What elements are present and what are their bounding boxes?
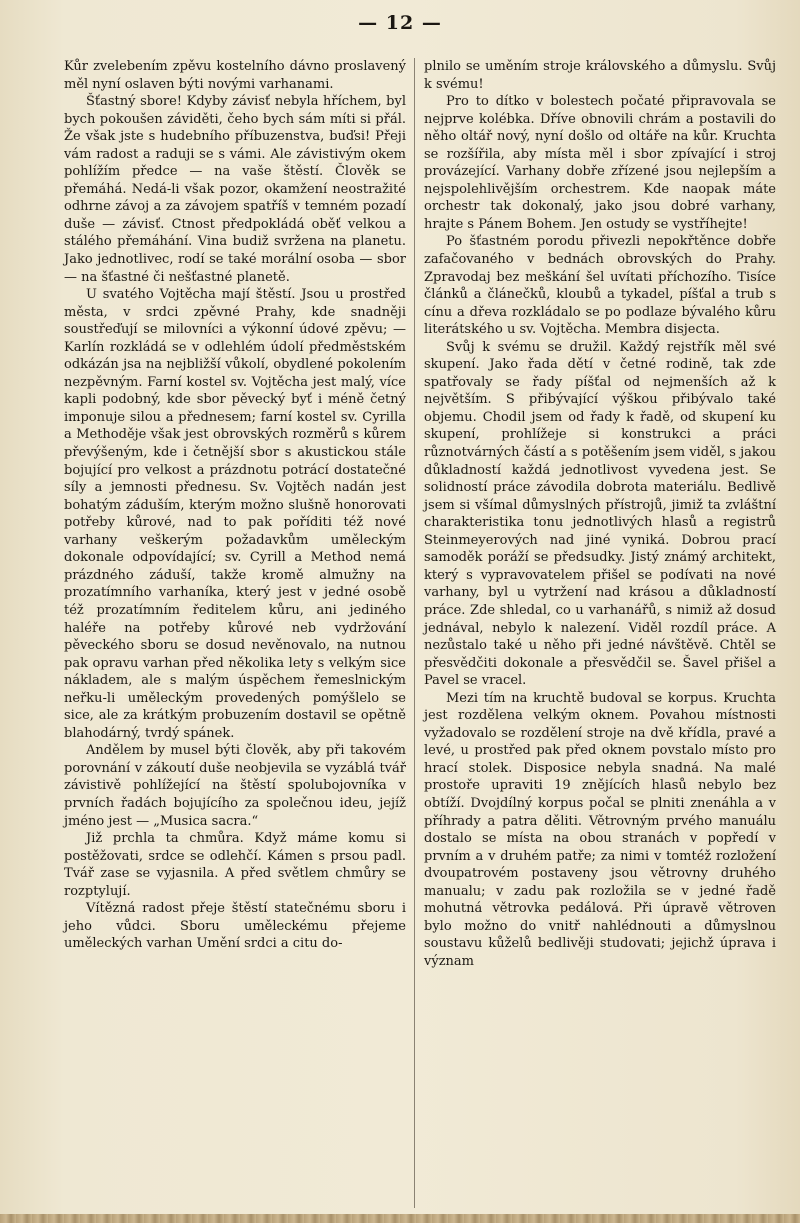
right-text-column [424,58,776,970]
paragraph: Již prchla ta chmůra. Když máme komu si postěžovati, srdce se odlehčí. Kámen s prsou padl. Tvář zase se vyjasnila. A před světlem chmůry se rozptylují. [64,831,406,899]
page-bottom-edge [0,1214,800,1223]
paragraph: Svůj k svému se družil. Každý rejstřík měl své skupení. Jako řada dětí v četné rodině, tak zde spatřovaly se řady píšťal od nejmenších až k největším. S přibývající výškou přibývalo také objemu. Chodil jsem od řady k řadě, od skupení ku skupení, prohlížeje si konstrukci a práci různotvárných částí a s potěšením jsem viděl, s jakou důkladností každá jednotlivost vyvedena jest. Se solidností práce závodila dobrota materiálu. Bedlivě jsem si všímal důmyslných přístrojů, jimiž ta zvláštní charakteristika tonu jednotlivých hlasů a registrů Steinmeyerových nad jiné vyniká. Dobrou prací samoděk poráží se předsudky. Jistý známý architekt, který s vypravovatelem přišel se podívati na nové varhany, byl u vytržení nad krásou a důkladností práce. Zde shledal, co u varhanářů, s nimiž až dosud jednával, nebylo k nalezení. Viděl rozdíl práce. A nezůstalo také u něho při jedné návštěvě. Chtěl se přesvědčiti dokonale a přesvědčil se. Šavel přišel a Pavel se vracel. [424,339,776,689]
paragraph: plnilo se uměním stroje královského a důmyslu. Svůj k svému! [424,59,776,92]
paragraph: Vítězná radost přeje štěstí statečnému sboru i jeho vůdci. Sboru uměleckému přejeme uměleckých varhan Umění srdci a citu do- [64,901,406,952]
paragraph: Šťastný sbore! Kdyby závisť nebyla hříchem, byl bych pokoušen záviděti, čeho bych sám míti si přál. Že však jste s hudebního příbuzenstva, buďsi! Přeji vám radost a raduji se s vámi. Ale závistivým okem pohlížím předce — na vaše štěstí. Člověk se přemáhá. Nedá-li však pozor, okamžení neostražité odhrne závoj a za závojem spatříš v temném pozadí duše — závisť. Ctnost předpokládá oběť velkou a stálého přemáhání. Vina budiž svržena na planetu. Jako jednotlivec, rodí se také morální osoba — sbor — na šťastné či nešťastné planetě. [64,94,406,285]
paragraph: Po šťastném porodu přivezli nepokřtěnce dobře zafačovaného v bednách obrovských do Prahy. Zpravodaj bez meškání šel uvítati příchozího. Tisíce článků a článečků, kloubů a tykadel, píšťal a trub s cínu a dřeva rozkládalo se po podlaze bývalého kůru literátského u sv. Vojtěcha. Membra disjecta. [424,234,776,338]
paragraph: Mezi tím na kruchtě budoval se korpus. Kruchta jest rozdělena velkým oknem. Povahou místnosti vyžadovalo se rozdělení stroje na dvě křídla, pravé a levé, u prostřed pak před oknem povstalo místo pro hrací stolek. Disposice nebyla snadná. Na malé prostoře upraviti 19 znějících hlasů nebylo bez obtíží. Dvojdílný korpus počal se plniti znenáhla a v příhrady a patra děliti. Větrovným prvého manuálu dostalo se místa na obou stranách v popředí v prvním a v druhém patře; za nimi v tomtéž rozložení dvoupatrovém postaveny jsou větrovny druhého manualu; v zadu pak rozložila se v jedné řadě mohutná větrovka pedálová. Při úpravě větroven bylo možno do vnitř nahlédnouti a důmyslnou soustavu kůželů bedlivěji studovati; jejichž úprava i význam [424,690,776,969]
paragraph: Andělem by musel býti člověk, aby při takovém porovnání v zákoutí duše neobjevila se vyzáblá tvář závistivě pohlížející na štěstí spolubojovníka v prvních řadách bojujícího za společnou ideu, jejíž jméno jest — „Musica sacra.“ [64,743,406,829]
column-divider [414,58,415,1208]
left-text-column [64,58,406,953]
paragraph: Kůr zvelebením zpěvu kostelního dávno proslavený měl nyní oslaven býti novými varhanami. [64,59,406,92]
page-number: — 12 — [358,12,442,34]
paragraph: U svatého Vojtěcha mají štěstí. Jsou u prostřed města, v srdci zpěvné Prahy, kde snadněji soustřeďují se milovníci a výkonní údové zpěvu; — Karlín rozkládá se v odlehlém údolí předměstském odkázán jsa na nejbližší vůkolí, obydlené pokolením nezpěvným. Farní kostel sv. Vojtěcha jest malý, více kapli podobný, kde sbor pěvecký byť i méně četný imponuje silou a přednesem; farní kostel sv. Cyrilla a Methoděje však jest obrovských rozměrů s kůrem převýšeným, kde i četnější sbor s akustickou stále bojující pro velkost a prázdnotu potrácí dostatečné síly a jemnosti přednesu. Sv. Vojtěch nadán jest bohatým záduším, kterým možno slušně honorovati potřeby kůrové, nad to pak poříditi též nové varhany veškerým požadavkům uměleckým dokonale odpovídající; sv. Cyrill a Method nemá prázdného záduší, takže kromě almužny na prozatímního varhaníka, který jest v jedné osobě též prozatímním ředitelem kůru, ani jediného haléře na potřeby kůrové neb vydržování pěveckého sboru se dosud nevěnovalo, na nutnou pak opravu varhan před několika lety s velkým sice nákladem, ale s malým úspěchem řemeslnickým neřku-li uměleckým provedených pomýšlelo se sice, ale za krátkým probuzením dostavil se opětně blahodárný, tvrdý spánek. [64,287,406,741]
paragraph: Pro to dítko v bolestech počaté připravovala se nejprve kolébka. Dříve obnovili chrám a postavili do něho oltář nový, nyní došlo od oltáře na kůr. Kruchta se rozšířila, aby místa měl i sbor zpívající i stroj provázející. Varhany dobře zřízené jsou nejlepším a nejspolehlivějším orchestrem. Kde naopak máte orchestr tak dokonalý, jako jsou dobré varhany, hrajte s Pánem Bohem. Jen ostudy se vystříhejte! [424,94,776,232]
